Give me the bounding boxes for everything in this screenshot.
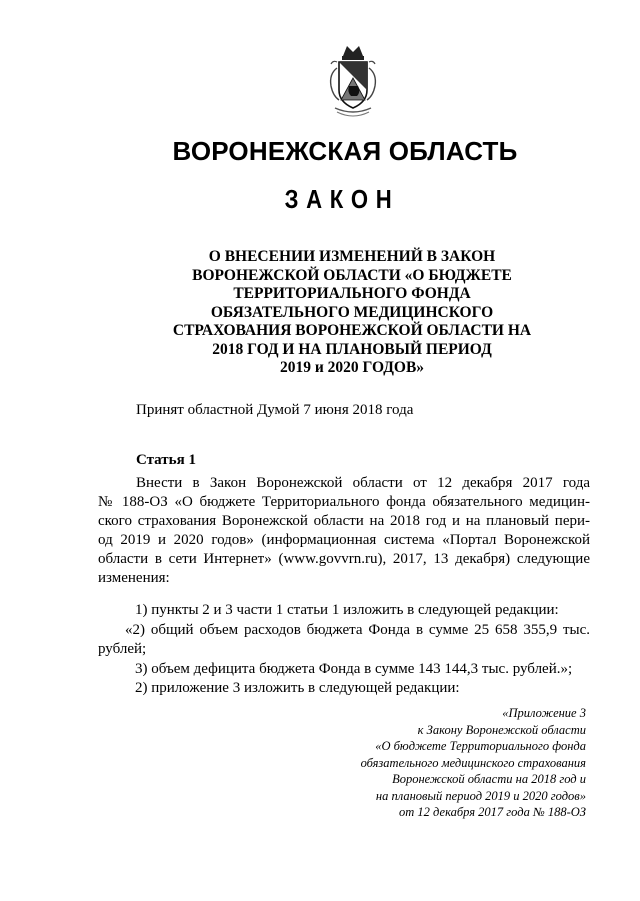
appendix-caption [361,705,586,821]
title-line: 2018 ГОД И НА ПЛАНОВЫЙ ПЕРИОД [212,340,492,358]
law-title [130,248,574,378]
quoted-line: 3) объем дефицита бюджета Фонда в сумме 143 144,3 тыс. рублей.»; [135,660,573,677]
region-name: ВОРОНЕЖСКАЯ ОБЛАСТЬ [172,136,518,166]
list-item: 1) пункты 2 и 3 части 1 статьи 1 изложить в следующей редакции: [135,602,559,618]
title-line: ВОРОНЕЖСКОЙ ОБЛАСТИ «О БЮДЖЕТЕ [192,266,512,284]
appendix-line: на плановый период 2019 и 2020 годов» [375,788,586,803]
body-line: Внести в Закон Воронежской области от 12 декабря 2017 года [136,475,590,491]
article-heading: Статья 1 [136,452,196,468]
title-line: О ВНЕСЕНИИ ИЗМЕНЕНИЙ В ЗАКОН [208,248,496,265]
appendix-line: обязательного медицинского страхования [360,755,586,770]
amendment-list [98,601,590,699]
appendix-line: к Закону Воронежской области [417,722,586,737]
document-type: ЗАКОН [284,184,400,214]
quoted-line: «2) общий объем расходов бюджета Фонда в сумме 25 658 355,9 тыс. [125,621,590,638]
title-line: ТЕРРИТОРИАЛЬНОГО ФОНДА [233,285,471,302]
appendix-line: «О бюджете Территориального фонда [375,739,586,753]
quoted-line: рублей; [98,641,147,657]
body-line: № 188-ОЗ «О бюджете Территориального фонда обязательного медицин- [98,494,590,510]
appendix-line: «Приложение 3 [502,706,586,720]
title-line: СТРАХОВАНИЯ ВОРОНЕЖСКОЙ ОБЛАСТИ НА [172,322,532,339]
list-item: 2) приложение 3 изложить в следующей редакции: [135,680,460,696]
appendix-line: Воронежской области на 2018 год и [392,772,586,786]
body-line: од 2019 и 2020 годов» (информационная система «Портал Воронежской [98,532,590,548]
coat-of-arms-icon [323,42,383,122]
title-line: 2019 и 2020 ГОДОВ» [279,359,425,376]
body-line: области в сети Интернет» (www.govvrn.ru), 2017, 13 декабря) следующие [98,551,590,567]
title-line: ОБЯЗАТЕЛЬНОГО МЕДИЦИНСКОГО [210,303,494,321]
article-body [98,474,590,588]
appendix-line: от 12 декабря 2017 года № 188-ОЗ [399,805,586,819]
body-line: ского страхования Воронежской области на 2018 год и на плановый пери- [98,513,590,529]
adoption-note: Принят областной Думой 7 июня 2018 года [136,402,414,418]
body-line: изменения: [98,570,170,586]
